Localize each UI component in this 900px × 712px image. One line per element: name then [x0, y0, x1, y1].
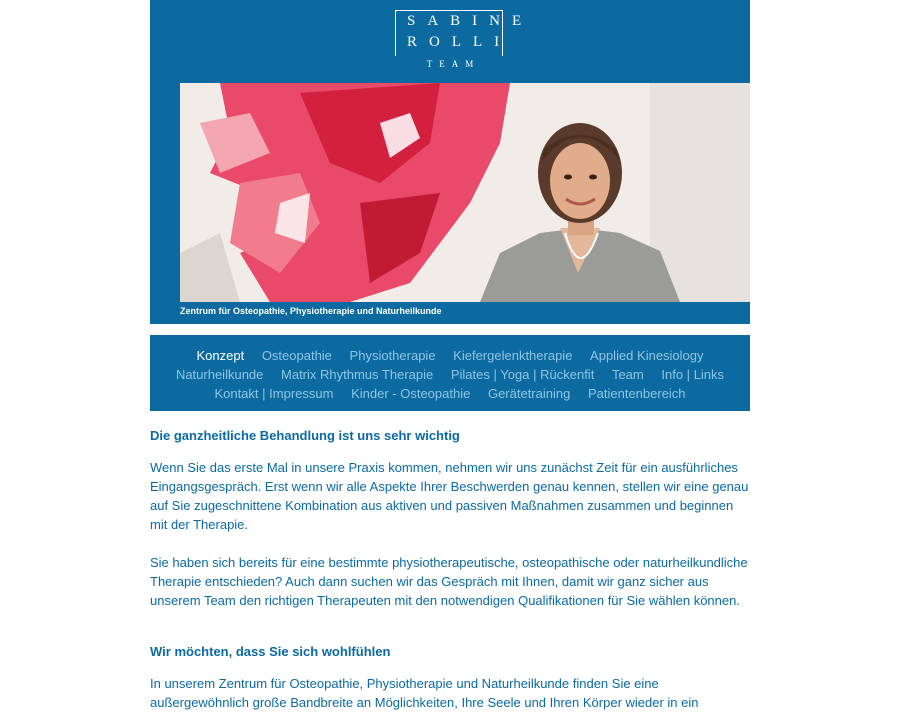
- nav-link-links[interactable]: Links: [693, 367, 725, 382]
- nav-row-2: [150, 365, 750, 384]
- nav-group-pilates-yoga-rueckenfit: [451, 367, 594, 382]
- nav-row-3: [150, 384, 750, 403]
- nav-link-matrix-rhythmus-therapie[interactable]: Matrix Rhythmus Therapie: [281, 367, 434, 382]
- nav-separator: |: [493, 367, 497, 382]
- nav-link-naturheilkunde[interactable]: Naturheilkunde: [175, 367, 264, 382]
- nav-link-kontakt[interactable]: Kontakt: [214, 386, 259, 401]
- site-header: [150, 0, 750, 324]
- nav-separator: |: [533, 367, 537, 382]
- nav-group-kontakt-impressum: [214, 386, 333, 401]
- nav-link-patientenbereich[interactable]: Patientenbereich: [587, 386, 686, 401]
- nav-link-konzept[interactable]: Konzept: [196, 348, 245, 363]
- paragraph-zentrum: In unserem Zentrum für Osteopathie, Physiotherapie und Naturheilkunde finden Sie eine außergewöhnlich große Bandbreite an Möglichkeiten, Ihre Seele und Ihren Körper wieder in ein: [150, 676, 699, 710]
- nav-row-1: [150, 346, 750, 365]
- nav-link-physiotherapie[interactable]: Physiotherapie: [349, 348, 436, 363]
- hero-painting-portrait: [180, 83, 750, 302]
- nav-group-info-links: [661, 367, 724, 382]
- section-heading-ganzheitlich: Die ganzheitliche Behandlung ist uns sehr wichtig: [150, 428, 460, 443]
- nav-link-osteopathie[interactable]: Osteopathie: [261, 348, 332, 363]
- logo-line-1: SABINE: [407, 13, 534, 29]
- page: [150, 0, 750, 712]
- logo-line-3: TEAM: [426, 59, 481, 69]
- sabine-rolli-team-logo[interactable]: [395, 10, 534, 70]
- hero-caption: Zentrum für Osteopathie, Physiotherapie und Naturheilkunde: [180, 306, 442, 316]
- nav-link-yoga[interactable]: Yoga: [500, 367, 530, 382]
- nav-link-kiefergelenktherapie[interactable]: Kiefergelenktherapie: [453, 348, 573, 363]
- nav-link-applied-kinesiology[interactable]: Applied Kinesiology: [590, 348, 704, 363]
- paragraph-eingangsgespraech: Wenn Sie das erste Mal in unsere Praxis kommen, nehmen wir uns zunächst Zeit für ein ausführliches Eingangsgespräch. Erst wenn wir alle Aspekte Ihrer Beschwerden genau kennen, stellen wir eine genau auf Sie zugeschnittene Kombination aus aktiven und passiven Maßnahmen zusammen und beginnen mit der Therapie.: [150, 460, 749, 532]
- nav-link-geraetetraining[interactable]: Gerätetraining: [487, 386, 571, 401]
- nav-separator: |: [262, 386, 266, 401]
- paragraph-therapie-entschieden: Sie haben sich bereits für eine bestimmte physiotherapeutische, osteopathische oder naturheilkundliche Therapie entschieden? Auch dann suchen wir das Gespräch mit Ihnen, damit wir ganz sicher aus unserem Team den richtigen Therapeuten mit den notwendigen Qualifikationen für Sie wählen können.: [150, 555, 748, 608]
- nav-link-pilates[interactable]: Pilates: [450, 367, 490, 382]
- section-heading-wohlfuehlen: Wir möchten, dass Sie sich wohlfühlen: [150, 644, 391, 659]
- nav-separator: |: [686, 367, 691, 382]
- nav-link-team[interactable]: Team: [611, 367, 644, 382]
- nav-link-rueckenfit[interactable]: Rückenfit: [540, 367, 595, 382]
- nav-link-info[interactable]: Info: [661, 367, 684, 382]
- nav-link-kinder-osteopathie[interactable]: Kinder - Osteopathie: [351, 386, 471, 401]
- logo-line-2: ROLLI: [407, 34, 512, 50]
- main-navigation: [150, 335, 750, 411]
- hero-image: [180, 83, 750, 302]
- main-content: [150, 426, 750, 712]
- nav-link-impressum[interactable]: Impressum: [269, 386, 334, 401]
